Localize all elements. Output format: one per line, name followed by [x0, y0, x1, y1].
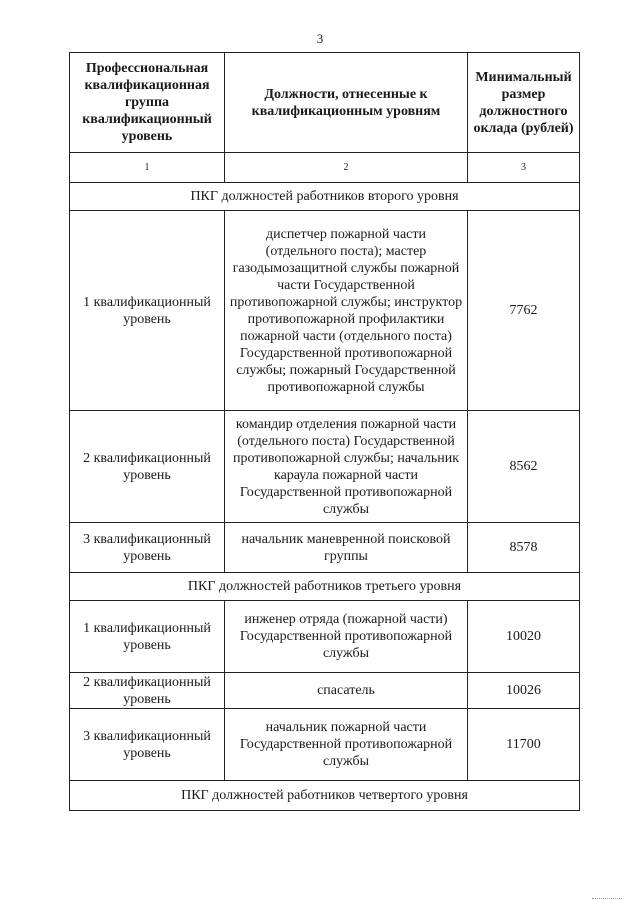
section-row [70, 183, 580, 211]
table-row [70, 709, 580, 781]
column-number: 3 [468, 153, 580, 183]
header-minimum-salary: Минимальный размер должностного оклада (рублей) [468, 53, 580, 153]
positions-cell: командир отделения пожарной части (отдельного поста) Государственной противопожарной службы; начальник караула пожарной части Государственной противопожарной службы [225, 411, 468, 523]
table-row [70, 673, 580, 709]
qualification-level-cell: 1 квалификационный уровень [70, 601, 225, 673]
table-row [70, 411, 580, 523]
section-title: ПКГ должностей работников четвертого уровня [70, 781, 580, 811]
header-qualification-group: Профессиональная квалификационная группа квалификационный уровень [70, 53, 225, 153]
section-title: ПКГ должностей работников второго уровня [70, 183, 580, 211]
salary-cell: 11700 [468, 709, 580, 781]
page-number: 3 [316, 31, 324, 46]
qualification-level-cell: 3 квалификационный уровень [70, 523, 225, 573]
column-number-row [70, 153, 580, 183]
column-number: 1 [70, 153, 225, 183]
table-header-row [70, 53, 580, 153]
positions-cell: инженер отряда (пожарной части) Государственной противопожарной службы [225, 601, 468, 673]
column-number: 2 [225, 153, 468, 183]
header-positions: Должности, отнесенные к квалификационным уровням [225, 53, 468, 153]
qualification-level-cell: 1 квалификационный уровень [70, 211, 225, 411]
positions-cell: начальник пожарной части Государственной противопожарной службы [225, 709, 468, 781]
salary-table [69, 52, 580, 811]
qualification-level-cell: 2 квалификационный уровень [70, 411, 225, 523]
qualification-level-cell: 3 квалификационный уровень [70, 709, 225, 781]
salary-cell: 10020 [468, 601, 580, 673]
salary-cell: 10026 [468, 673, 580, 709]
salary-cell: 7762 [468, 211, 580, 411]
table-row [70, 601, 580, 673]
section-title: ПКГ должностей работников третьего уровня [70, 573, 580, 601]
scan-artifact [592, 898, 622, 901]
salary-cell: 8578 [468, 523, 580, 573]
qualification-level-cell: 2 квалификационный уровень [70, 673, 225, 709]
positions-cell: диспетчер пожарной части (отдельного поста); мастер газодымозащитной службы пожарной части Государственной противопожарной службы; инструктор противопожарной профилактики пожарной части (отдельного поста) Государственной противопожарной службы; пожарный Государственной противопожарной службы [225, 211, 468, 411]
salary-cell: 8562 [468, 411, 580, 523]
positions-cell: начальник маневренной поисковой группы [225, 523, 468, 573]
table-row [70, 523, 580, 573]
section-row [70, 781, 580, 811]
section-row [70, 573, 580, 601]
positions-cell: спасатель [225, 673, 468, 709]
table-row [70, 211, 580, 411]
